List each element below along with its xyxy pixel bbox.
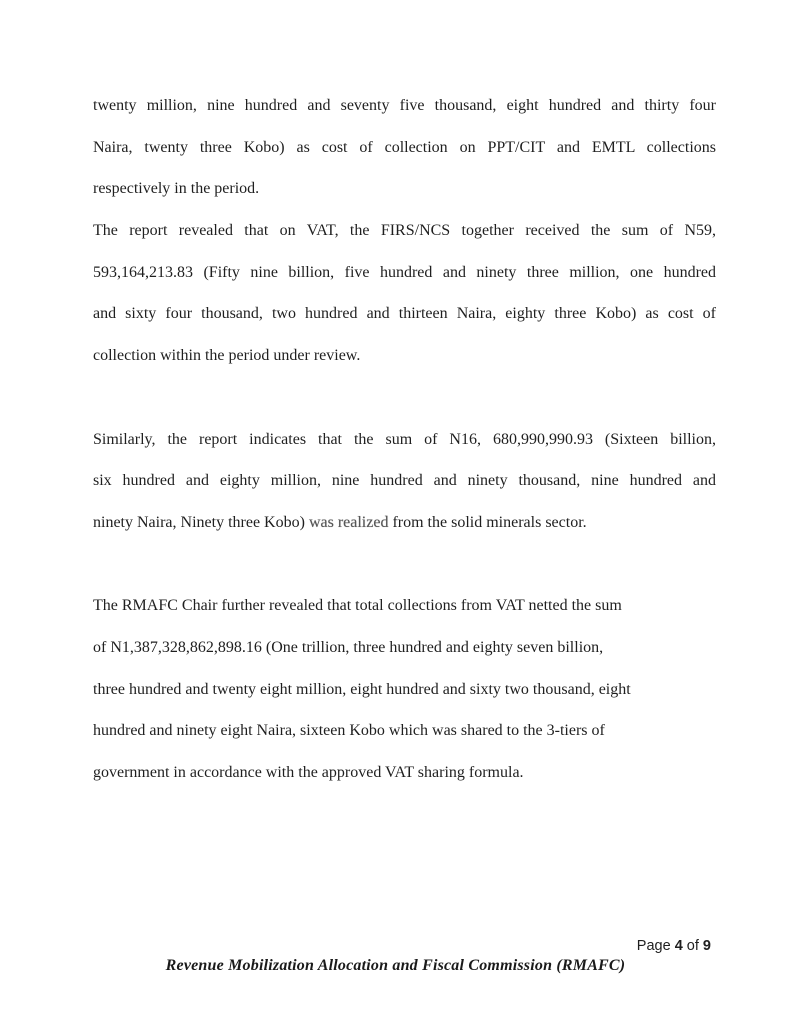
- blank-line: [93, 377, 716, 419]
- text-line: and sixty four thousand, two hundred and thirteen Naira, eighty three Kobo) as cost of: [93, 305, 716, 323]
- text-line: [93, 502, 716, 544]
- text-line: The report revealed that on VAT, the FIRS/NCS together received the sum of N59,: [93, 222, 716, 240]
- footer-organization-title: Revenue Mobilization Allocation and Fiscal Commission (RMAFC): [165, 957, 626, 974]
- text-line: government in accordance with the approved VAT sharing formula.: [93, 764, 524, 781]
- paragraph-cost-of-collection: [93, 85, 716, 210]
- document-body: [93, 85, 716, 794]
- text-line: Naira, twenty three Kobo) as cost of collection on PPT/CIT and EMTL collections: [93, 138, 716, 156]
- blank-line: [93, 544, 716, 586]
- text-line: 593,164,213.83 (Fifty nine billion, five hundred and ninety three million, one hundred: [93, 263, 716, 281]
- paragraph-solid-minerals: [93, 419, 716, 544]
- paragraph-vat-firs-ncs: [93, 210, 716, 377]
- page-number: [637, 938, 711, 954]
- page-number-prefix: Page: [636, 938, 675, 954]
- text-line: twenty million, nine hundred and seventy five thousand, eight hundred and thirty four: [93, 97, 716, 114]
- page-number-total: 9: [702, 938, 711, 954]
- faded-text-segment: was realized: [308, 513, 389, 531]
- text-segment: ninety Naira, Ninety three Kobo): [93, 513, 309, 531]
- text-line: The RMAFC Chair further revealed that total collections from VAT netted the sum: [93, 597, 622, 615]
- text-line: Similarly, the report indicates that the sum of N16, 680,990,990.93 (Sixteen billion,: [93, 430, 716, 448]
- text-line: respectively in the period.: [93, 180, 260, 198]
- text-line: three hundred and twenty eight million, eight hundred and sixty two thousand, eight: [93, 680, 631, 698]
- text-line: six hundred and eighty million, nine hundred and ninety thousand, nine hundred and: [93, 472, 716, 490]
- text-line: collection within the period under review.: [93, 347, 361, 365]
- text-line: of N1,387,328,862,898.16 (One trillion, three hundred and eighty seven billion,: [93, 638, 604, 656]
- page-number-current: 4: [674, 938, 683, 954]
- text-segment: from the solid minerals sector.: [388, 513, 587, 531]
- page-number-separator: of: [682, 938, 703, 954]
- text-line: hundred and ninety eight Naira, sixteen Kobo which was shared to the 3-tiers of: [93, 722, 605, 740]
- paragraph-vat-total-collections: [93, 585, 716, 793]
